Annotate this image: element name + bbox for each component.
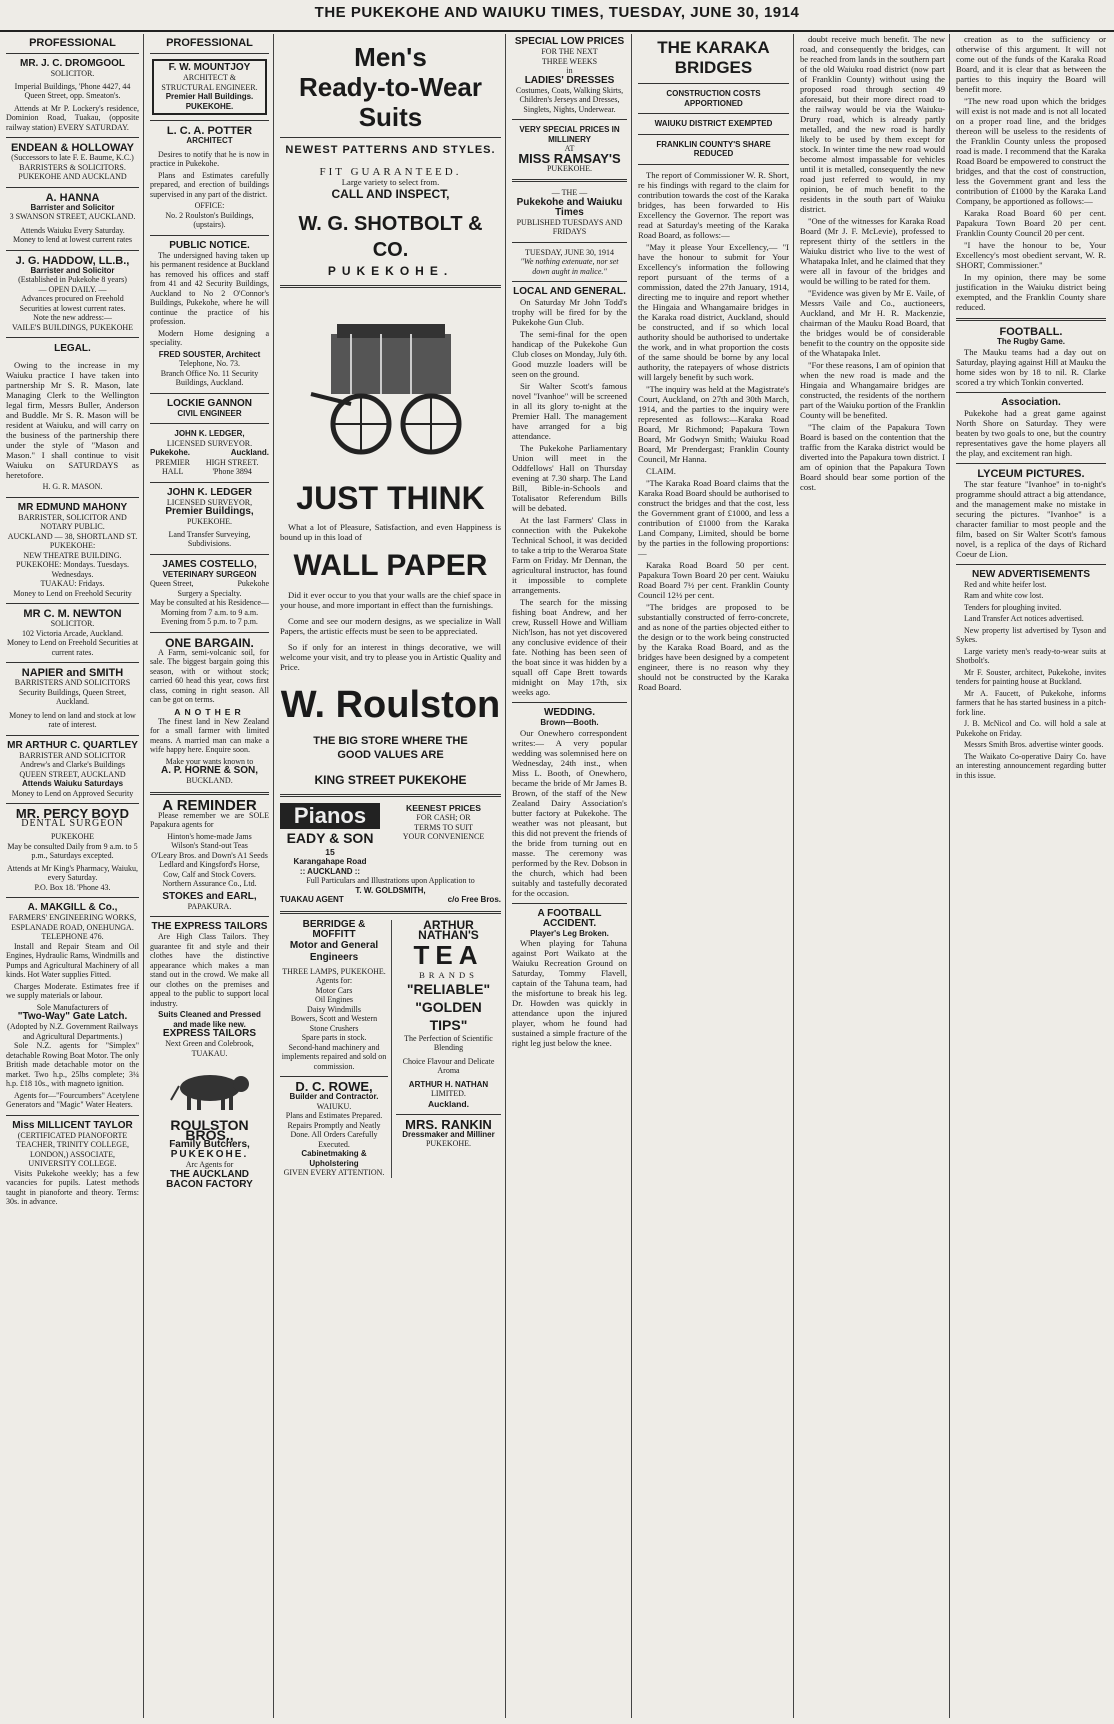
- wedding-header: WEDDING.: [543, 707, 596, 718]
- list-item: Hinton's home-made Jams: [167, 831, 252, 841]
- public-notice-header: PUBLIC NOTICE.: [169, 239, 250, 251]
- list-item: Mr F. Souster, architect, Pukekohe, invites tenders for painting house at Buckland.: [956, 667, 1106, 686]
- paragraph: "The inquiry was held at the Magistrate's Court, Auckland, on 27th and 30th March, 1914, and the parties to the inquiry were represented as follows:—Karaka Road Board, Mr Richmond; Papakura Town Board, Mr Godwyn Smith; Waiuku Road Board, Mr Prendergast; Franklin County Council, Mr Hanna.: [638, 383, 789, 464]
- paragraph: "The claim of the Papakura Town Board is based on the contention that the traffic from the Karaka district would be diverted into the Papakura town district. I am of opinion that the Papakura Town Board should bear some portion of the cost.: [800, 422, 945, 492]
- column-professional-1: [2, 34, 144, 1718]
- list-item: Stone Crushers: [309, 1023, 359, 1033]
- ad-row-bottom: BERRIDGE & MOFFITT Motor and General Engineers THREE LAMPS, PUKEKOHE. Agents for: Motor Cars Oil Engines Daisy Windmills Bowers, Scott and Western Stone Crushers Spare parts in stock. Second-hand machinery and implements repaired and sold on commission. D. C. ROWE, Builder and Contractor. WAIUKU. Plans and Estimates Prepared. Repairs Promptly and Neatly Done. All Orders Carefully Executed. Cabinetmaking & Upholstering GIVEN EVERY ATTENTION. ARTHUR NATHAN'S TEA BRANDS "RELIABLE" "GOLDEN TIPS" The Perfection of Scientific Blending Choice Flavour and Delicate Aroma ARTHUR H. NATHAN LIMITED. Auckland. MRS. RANKIN Dressmaker and Milliner PUKEKOHE.: [280, 920, 501, 1178]
- ad-shotbolt-suits: Men's Ready-to-Wear Suits NEWEST PATTERNS AND STYLES. FIT GUARANTEED. Large variety to select from. CALL AND INSPECT, W. G. SHOTBOLT & CO. PUKEKOHE.: [280, 42, 501, 279]
- ad-ledger-2: JOHN K. LEDGER LICENSED SURVEYOR, Premier Buildings, PUKEKOHE. Land Transfer Surveying, Subdivisions.: [165, 486, 254, 548]
- list-item: Red and white heifer lost.: [964, 579, 1047, 589]
- legal-signature: H. G. R. MASON.: [42, 482, 103, 491]
- paragraph: "For these reasons, I am of opinion that when the new road is made and the Hingaia and Whangamaire bridges are constructed, the residents of the northern part of the Waiuku portion of the Franklin County will be benefited.: [800, 360, 945, 420]
- paragraph: In my opinion, there may be some justification in the Waiuku district being exempted, and the Franklin County share reduced.: [956, 272, 1106, 312]
- column-advertising: Men's Ready-to-Wear Suits NEWEST PATTERNS AND STYLES. FIT GUARANTEED. Large variety to select from. CALL AND INSPECT, W. G. SHOTBOLT & CO. PUKEKOHE. JUST THINK What a lot of Pleasure, Satisfaction, and even Happiness is bound up in this load of WALL PAPER Did it ever occur to you that your walls are the chief space in your house, and more important in effect than the furnishings. Come and see our modern designs, as we specialize in Wall Papers, the artistic effects must be seen to be appreciated. So if only for an interest in things decorative, we will welcome your visit, and try to please you in Artistic Quality and Price. W. Roulston THE BIG STORE WHERE THE GOOD VALUES ARE KING STREET PUKEKOHE Pianos EADY & SON 15 Karangahape Road :: AUCKLAND :: KEENEST PRICES FOR CASH; OR TERMS TO SUIT YOUR CONVENIENCE Full Particulars and Illustrations upon Application to T. W. GOLDSMITH, TUAKAU AGENT c/o Free Bros. BERRIDGE & MOFFITT Motor and General Engineers THREE LAMPS, PUKEKOHE. Agents for: Motor Cars Oil Engines Daisy Windmills Bowers, Scott and Western Stone Crushers Spare parts in stock. Second-hand machinery and implements repaired and sold on commission. D. C. ROWE, Builder and Contractor. WAIUKU. Plans and Estimates Prepared. Repairs Promptly and Neatly Done. All Orders Carefully Executed. Cabinetmaking & Upholstering GIVEN EVERY ATTENTION. ARTHUR NATHAN'S TEA BRANDS "RELIABLE" "GOLDEN TIPS" The Perfection of Scientific Blending Choice Flavour and Delicate Aroma ARTHUR H. NATHAN LIMITED. Auckland. MRS. RANKIN Dressmaker and Milliner PUKEKOHE.: [276, 34, 506, 1718]
- list-item: Bowers, Scott and Western: [290, 1014, 378, 1023]
- paragraph: creation as to the sufficiency or otherwise of this argument. It will not come out of the funds of the Karaka Road Board, and it is clear that as between the parties to this inquiry the Board will benefit more.: [956, 34, 1106, 94]
- ad-taylor: Miss MILLICENT TAYLOR (CERTIFICATED PIANOFORTE TEACHER, TRINITY COLLEGE, LONDON,) ASSOCIATE, UNIVERSITY COLLEGE. Visits Pukekohe weekly; has a few vacancies for pupils. Latest methods taught in pianoforte and theory. Terms: 30s. in advance.: [6, 1119, 139, 1206]
- football-accident-text: When playing for Tahuna against Port Waikato at the Waiuku Recreation Ground on Saturday, Tommy Flavell, captain of the Tahuna team, had the misfortune to break his leg. Dr. Howden was quickly in attendance upon the injured player, whom he found had sustained a simple fracture of the right leg just below the knee.: [512, 938, 627, 1048]
- list-item: Daisy Windmills: [307, 1004, 361, 1014]
- bull-engraving-icon: [165, 1064, 255, 1114]
- column-professional-2: PROFESSIONAL F. W. MOUNTJOY ARCHITECT & STRUCTURAL ENGINEER. Premier Hall Buildings. PUKEKOHE. L. C. A. POTTER ARCHITECT Desires to notify that he is now in practice in Pukekohe. Plans and Estimates carefully prepared, and erection of buildings supervised in any part of the district. OFFICE: No. 2 Roulston's Buildings, (upstairs). PUBLIC NOTICE. The undersigned having taken up his permanent residence at Buckland has removed his offices and staff from 41 and 42 Security Buildings, Auckland to No 2 O'Connor's Buildings, Pukekohe, where he will continue the practice of his profession. Modern Home designing a speciality. FRED SOUSTER, Architect Telephone, No. 73. Branch Office No. 11 Security Buildings, Auckland. LOCKIE GANNON CIVIL ENGINEER JOHN K. LEDGER, LICENSED SURVEYOR. Pukekohe. Auckland. PREMIER HALL HIGH STREET. 'Phone 3894 JOHN K. LEDGER LICENSED SURVEYOR, Premier Buildings, PUKEKOHE. Land Transfer Surveying, Subdivisions. JAMES COSTELLO, VETERINARY SURGEON Queen Street, Pukekohe Surgery a Specialty. May be consulted at his Residence— Morning from 7 a.m. to 9 a.m. Evening from 5 p.m. to 7 p.m. ONE BARGAIN. A Farm, semi-volcanic soil, for sale. The biggest bargain going this season, with or without stock; carried 60 head this year, cows first class, coming in right season. All can be got on terms. ANOTHER The finest land in New Zealand for a small farmer with limited means. A married man can make a wife happy here. Enquire soon. Make your wants known to A. P. HORNE & SON, BUCKLAND. A REMINDER Please remember we are SOLE Papakura agents for Hinton's home-made Jams Wilson's Stand-out Teas O'Leary Bros. and Down's A1 Seeds Ledlard and Kingsford's Horse, Cow, Calf and Stock Covers. Northern Assurance Co., Ltd. STOKES and EARL, PAPAKURA. THE EXPRESS TAILORS Are High Class Tailors. They guarantee fit and style and their clothes have the distinctive appearance which makes a man stand out in the crowd. We make all our clothes on the premises and appeal to the public to support local industry. Suits Cleaned and Pressed and made like new. EXPRESS TAILORS Next Green and Colebrook, TUAKAU. ROULSTON BROS., Family Butchers, PUKEKOHE. Arc Agents for THE AUCKLAND BACON FACTORY: [146, 34, 274, 1718]
- list-item: Motor Cars: [315, 985, 353, 995]
- tailors-header: THE EXPRESS TAILORS: [151, 921, 268, 932]
- paragraph: On Saturday Mr John Todd's trophy will be fired for by the Pukekohe Gun Club.: [512, 297, 627, 327]
- ad-makgill: A. MAKGILL & Co., FARMERS' ENGINEERING WORKS, ESPLANADE ROAD, ONEHUNGA. TELEPHONE 476. Install and Repair Steam and Oil Engines, Hydraulic Rams, Windmills and Pumps and Agricultural Machinery of all kinds. Hot Water supplies Fitted. Charges Moderate. Estimates free if we supply materials or labour. Sole Manufacturers of "Two-Way" Gate Latch. (Adopted by N.Z. Government Railways and Agricultural Departments.) Sole N.Z. agents for "Simplex" detachable Rowing Boat Motor. The only British made detachable motor on the market. Two h.p., 25lbs complete; 3¼ h.p. £18 10s., with magneto ignition. Agents for—"Fourcumbers" Acetylene Generators and "Magic" Water Heaters.: [6, 902, 139, 1109]
- reminder-header: A REMINDER: [162, 796, 257, 814]
- local-general-header: LOCAL AND GENERAL.: [513, 286, 626, 297]
- bargain-header: ONE BARGAIN.: [165, 635, 254, 650]
- list-item: Messrs Smith Bros. advertise winter goods.: [964, 740, 1104, 749]
- karaka-report-text: [638, 170, 789, 692]
- legal-text: Owing to the increase in my Waiuku practice I have taken into partnership Mr S. R. Mason, late Managing Clerk to the Wellington legal firm, Messrs Buller, Anderson and Buddle. Mr S. R. Mason will be resident at Waiuku, and will carry on the business of the partnership there under the style of "Mason and Mason." I shall continue to visit Waiuku on SATURDAYS as heretofore.: [6, 360, 139, 480]
- paragraph: The Pukekohe Parliamentary Union will meet in the Oddfellows' Hall on Thursday evening at 7.30 sharp. The Land Bill, Bible-in-Schools and Totalisator Referendum Bills will be debated.: [512, 443, 627, 513]
- list-item: Wilson's Stand-out Teas: [171, 841, 248, 850]
- berridge-agency-list: [280, 986, 388, 1034]
- paragraph: Sir Walter Scott's famous novel "Ivanhoe" will be screened in all its glory to-night at the Premier Hall. The management have arranged for a big attendance.: [512, 381, 627, 441]
- column-karaka-continued: [796, 34, 950, 1718]
- column-local-news: SPECIAL LOW PRICES FOR THE NEXT THREE WEEKS in LADIES' DRESSES Costumes, Coats, Walking Skirts, Children's Jerseys and Dresses, Singlets, Nights, Underwear. VERY SPECIAL PRICES IN MILLINERY AT MISS RAMSAY'S PUKEKOHE. — THE — Pukekohe and Waiuku Times PUBLISHED TUESDAYS AND FRIDAYS TUESDAY, JUNE 30, 1914 "We nothing extenuate, nor set down aught in malice." LOCAL AND GENERAL. On Saturday Mr John Todd's trophy will be fired for by the Pukekohe Gun Club. The semi-final for the open handicap of the Pukekohe Gun Club closes on Monday, July 6th. Good muzzle loaders will be seen on the ground. Sir Walter Scott's famous novel "Ivanhoe" will be screened in all its glory to-night at the Premier Hall. The management have arranged for a big attendance. The Pukekohe Parliamentary Union will meet in the Oddfellows' Hall on Thursday evening at 7.30 sharp. The Land Bill, Bible-in-Schools and Totalisator Referendum Bills will be debated. At the last Farmers' Class in connection with the Pukekohe Technical School, it was decided to take a trip to the Weraroa State Farm on Friday. Mr Dennan, the agricultural instructor, has found it impossible to complete arrangements. The search for the missing fishing boat Andrew, and her crew, Russell Howe and William Nich'lson, has not yet discovered any conclusive evidence of their fate. Nothing has been seen of the boat since it was hidden by a squall off Cape Brett towards midnight on May 17th, six weeks ago. WEDDING. Brown—Booth. Our Onewhero correspondent writes:— A very popular wedding was solemnised here on Wednesday, 24th inst., when Miss L. Booth, of Onewhero, became the bride of Mr James B. Brown, of the staff of the New Zealand Dairy Association's butter factory at Pukekohe. The weather was not pleasant, but this did not prevent the friends of the bride from turning out en masse. The ceremony was performed by the Rev. Dobson in the church, which had been suitably and tastefully decorated for the occasion. A FOOTBALL ACCIDENT. Player's Leg Broken. When playing for Tahuna against Port Waikato at the Waiuku Recreation Ground on Saturday, Tommy Flavell, captain of the Tahuna team, had the misfortune to break his leg. Dr. Howden was quickly in attendance upon the injured player, whom he found had sustained a simple fracture of the right leg just below the knee.: [508, 34, 632, 1718]
- football-header: FOOTBALL.: [999, 326, 1063, 338]
- ad-dromgool: MR. J. C. DROMGOOL SOLICITOR. Imperial Buildings, 'Phone 4427, 44 Queen Street, opp. Smeaton's. Attends at Mr P. Lockery's residence, Dominion Road, Tuakau, (opposite railway station) EVERY SATURDAY.: [6, 58, 139, 132]
- ad-mountjoy: F. W. MOUNTJOY ARCHITECT & STRUCTURAL ENGINEER. Premier Hall Buildings. PUKEKOHE.: [152, 59, 267, 115]
- list-item: Northern Assurance Co., Ltd.: [162, 879, 257, 888]
- list-item: Oil Engines: [315, 995, 353, 1004]
- ad-eady-pianos: Pianos EADY & SON 15 Karangahape Road :: AUCKLAND :: KEENEST PRICES FOR CASH; OR TERMS TO SUIT YOUR CONVENIENCE: [280, 803, 501, 876]
- ad-costello: JAMES COSTELLO, VETERINARY SURGEON Queen Street, Pukekohe Surgery a Specialty. May be consulted at his Residence— Morning from 7 a.m. to 9 a.m. Evening from 5 p.m. to 7 p.m.: [150, 558, 269, 626]
- ad-napier: NAPIER and SMITH BARRISTERS AND SOLICITORS Security Buildings, Queen Street, Auckland. Money to lend on land and stock at low rate of interest.: [9, 667, 136, 729]
- list-item: New property list advertised by Tyson and Sykes.: [956, 625, 1106, 644]
- paragraph: "The new road upon which the bridges will exist is not made and is not all located on a proper road line, and the bridges thereon will be useless to the residents of the Franklin County unless the proposed road is made. I recommend that the Karaka Road Board be empowered to construct the bridges, and that the cost of construction, less the Government grant and less the contribution of £1000 by the Karaka Land Company, be apportioned as follows:—: [956, 96, 1106, 206]
- ad-endean: ENDEAN & HOLLOWAY (Successors to late F. E. Baume, K.C.) BARRISTERS & SOLICITORS. PUKEKOHE AND AUCKLAND: [10, 142, 135, 181]
- wedding-text: Our Onewhero correspondent writes:— A very popular wedding was solemnised here on Wednesday, 24th inst., when Miss L. Booth, of Onewhero, became the bride of Mr James B. Brown, of the staff of the New Zealand Dairy Association's butter factory at Pukekohe. The weather was not pleasant, but this did not prevent the friends of the bride from turning out en masse. The ceremony was performed by the Rev. Dobson in the church, which had been suitably and tastefully decorated for the occasion.: [512, 727, 627, 898]
- paragraph: "The Karaka Road Board claims that the Karaka Road Board should be authorised to construct the bridges and that the cost, less the Government grant of £1000, and less a contribution of £1000 from the Karaka Land Company, Limited, should be borne by the parties in the following proportions:—: [638, 477, 789, 558]
- paragraph: CLAIM.: [646, 465, 676, 476]
- local-general-text: [512, 297, 627, 697]
- ad-quartley: MR ARTHUR C. QUARTLEY BARRISTER AND SOLICITOR Andrew's and Clarke's Buildings QUEEN STREET, AUCKLAND Attends Waiuku Saturdays Money to Lend on Approved Security: [7, 739, 138, 798]
- football-accident-header: A FOOTBALL ACCIDENT.: [537, 907, 602, 929]
- paragraph: Karaka Road Board 50 per cent. Papakura Town Board 20 per cent. Waiuku Road Board 7½ per cent. Franklin County Council 12½ per cent.: [638, 559, 789, 600]
- karaka-report-continued: [800, 34, 945, 492]
- ad-hanna: A. HANNA Barrister and Solicitor 3 SWANSON STREET, AUCKLAND. Attends Waiuku Every Saturday. Money to lend at lowest current rates: [9, 191, 136, 244]
- ad-potter: L. C. A. POTTER ARCHITECT Desires to notify that he is now in practice in Pukekohe. Plans and Estimates carefully prepared, and erection of buildings supervised in any part of the district. OFFICE: No. 2 Roulston's Buildings, (upstairs).: [150, 125, 269, 229]
- paragraph: "Evidence was given by Mr E. Vaile, of Messrs Vaile and Co., auctioneers, Auckland, and Mr H. R. Mackenzie, chairman of the Mauku Road Board, that the bridges would be of considerable benefit to the country on the opposite side of the Whatapaka Inlet.: [800, 288, 945, 358]
- ad-ramsay: SPECIAL LOW PRICES FOR THE NEXT THREE WEEKS in LADIES' DRESSES Costumes, Coats, Walking Skirts, Children's Jerseys and Dresses, Singlets, Nights, Underwear. VERY SPECIAL PRICES IN MILLINERY AT MISS RAMSAY'S PUKEKOHE.: [512, 37, 627, 173]
- paragraph: The report of Commissioner W. R. Short, re his findings with regard to the claim for contribution towards the cost of the Karaka bridges, has been forwarded to His Excellency the Governor. The report was read at Saturday's meeting of the Karaka Road Board, as follows:—: [638, 169, 789, 240]
- newspaper-nameplate: — THE — Pukekohe and Waiuku Times PUBLISHED TUESDAYS AND FRIDAYS TUESDAY, JUNE 30, 1914 "We nothing extenuate, nor set down aught in malice.": [512, 188, 627, 276]
- paragraph: "I have the honour to be, Your Excellency's most obedient servant, W. R. SHORT, Commissioner.": [956, 240, 1106, 270]
- list-item: Ledlard and Kingsford's Horse, Cow, Calf and Stock Covers.: [159, 860, 260, 879]
- ad-boyd: MR. PERCY BOYD DENTAL SURGEON PUKEKOHE May be consulted Daily from 9 a.m. to 5 p.m., Saturdays excepted. Attends at Mr King's Pharmacy, Waiuku, every Saturday. P.O. Box 18. 'Phone 43.: [7, 806, 138, 892]
- list-item: J. B. McNicol and Co. will hold a sale at Pukekohe on Friday.: [956, 719, 1106, 738]
- paragraph: The semi-final for the open handicap of the Pukekohe Gun Club closes on Monday, July 6th. Good muzzle loaders will be seen on the ground.: [512, 329, 627, 379]
- karaka-report-conclusion: [956, 34, 1106, 312]
- masthead: THE PUKEKOHE AND WAIUKU TIMES, TUESDAY, JUNE 30, 1914: [0, 4, 1114, 32]
- section-header: PROFESSIONAL: [166, 37, 253, 49]
- ad-roulston-bros: ROULSTON BROS., Family Butchers, PUKEKOHE. Arc Agents for THE AUCKLAND BACON FACTORY: [166, 1117, 253, 1190]
- ad-ledger-1: JOHN K. LEDGER, LICENSED SURVEYOR. Pukekohe. Auckland. PREMIER HALL HIGH STREET. 'Phone 3894: [150, 429, 269, 476]
- section-header: PROFESSIONAL: [29, 37, 116, 49]
- paragraph: "One of the witnesses for Karaka Road Board (Mr J. F. McLevie), professed to represent thirty of the settlers in the Waiuku district who live to the west of Whatapaka Inlet, and he claimed that they were all in favour of the bridges and would be willing to be rated for them.: [800, 216, 945, 286]
- association-header: Association.: [1001, 396, 1061, 408]
- list-item: Ram and white cow lost.: [964, 591, 1044, 600]
- legal-header: LEGAL.: [54, 343, 91, 354]
- paragraph: "May it please Your Excellency,— "I have the honour to submit for Your Excellency's information the following report pursuant of the terms of a commission, dated the 27th January, 1914, directing me to inquire and report whether the Hingaia and Whangamaire bridges in the Karaka road district, Auckland, should be constructed, and if so which local authority should be authorised to undertake the work, and in what proportion the costs of the same should be borne by any local authority, the ratepayers of whose districts will largely benefit by such work.: [638, 241, 789, 382]
- ad-mahony: MR EDMUND MAHONY BARRISTER, SOLICITOR AND NOTARY PUBLIC. AUCKLAND — 38, SHORTLAND ST. PUKEKOHE: NEW THEATRE BUILDING. PUKEKOHE: Mondays. Tuesdays. Wednesdays. TUAKAU: Fridays. Money to Lend on Freehold Security: [7, 501, 138, 598]
- list-item: The Waikato Co-operative Dairy Co. have an interesting announcement regarding butter in this issue.: [956, 751, 1106, 780]
- wallpaper-cart-engraving-icon: [291, 294, 491, 474]
- ad-roulston-wallpaper: JUST THINK What a lot of Pleasure, Satisfaction, and even Happiness is bound up in this load of WALL PAPER Did it ever occur to you that your walls are the chief space in your house, and more important in effect than the furnishings. Come and see our modern designs, as we specialize in Wall Papers, the artistic effects must be seen to be appreciated. So if only for an interest in things decorative, we will welcome your visit, and try to please you in Artistic Quality and Price. W. Roulston THE BIG STORE WHERE THE GOOD VALUES ARE KING STREET PUKEKOHE: [280, 480, 501, 787]
- paragraph: At the last Farmers' Class in connection with the Pukekohe Technical School, it was decided to take a trip to the Weraroa State Farm on Friday. Mr Dennan, the agricultural instructor, has found it impossible to complete arrangements.: [512, 515, 627, 595]
- column-karaka-bridges: THE KARAKA BRIDGES CONSTRUCTION COSTS APPORTIONED WAIUKU DISTRICT EXEMPTED FRANKLIN COUNTY'S SHARE REDUCED The report of Commissioner W. R. Short, re his findings with regard to the claim for contribution towards the cost of the Karaka bridges, has been forwarded to His Excellency the Governor. The report was read at Saturday's meeting of the Karaka Road Board, as follows:— "May it please Your Excellency,— "I have the honour to submit for Your Excellency's information the following report pursuant of the terms of a commission, dated the 27th January, 1914, directing me to inquire and report whether the Hingaia and Whangamaire bridges in the Karaka road district, Auckland, should be constructed, and if so which local authority should be authorised to undertake the work, and in what proportion the costs of the same should be borne by any local authority, the ratepayers of whose districts will largely benefit by such work. "The inquiry was held at the Magistrate's Court, Auckland, on 27th and 30th March, 1914, and the parties to the inquiry were represented as follows:—Karaka Road Board, Mr Richmond; Papakura Town Board, Mr Godwyn Smith; Waiuku Road Board, Mr Prendergast; Franklin County Council, Mr Hanna. CLAIM. "The Karaka Road Board claims that the Karaka Road Board should be authorised to construct the bridges and that the cost, less the Government grant of £1000, and less a contribution of £1000 from the Karaka Land Company, Limited, should be borne by the parties in the following proportions:— Karaka Road Board 50 per cent. Papakura Town Board 20 per cent. Waiuku Road Board 7½ per cent. Franklin County Council 12½ per cent. "The bridges are proposed to be substantially constructed of ferro-concrete, and as none of the parties objected either to the design or to the work being constructed by the Karaka Road Board, and as the bridges have been designed by a competent engineer, there is no reason why they should not be constructed by the Karaka Road Board.: [634, 34, 794, 1718]
- paragraph: Karaka Road Board 60 per cent. Papakura Town Board 20 per cent. Franklin County Council 20 per cent.: [956, 208, 1106, 238]
- column-sports-ads: creation as to the sufficiency or otherwise of this argument. It will not come out of the funds of the Karaka Road Board, and it is clear that as between the parties to this inquiry the Board will benefit more. "The new road upon which the bridges will exist is not made and is not all located on a proper road line, and the bridges thereon will be useless to the residents of the Franklin County unless the proposed road is made. I recommend that the Karaka Road Board be empowered to construct the bridges, and that the cost of construction, less the Government grant and less the contribution of £1000 by the Karaka Land Company, be apportioned as follows:— Karaka Road Board 60 per cent. Papakura Town Board 20 per cent. Franklin County Council 20 per cent. "I have the honour to be, Your Excellency's most obedient servant, W. R. SHORT, Commissioner." In my opinion, there may be some justification in the Waiuku district being exempted, and the Franklin County share reduced. FOOTBALL. The Rugby Game. The Mauku teams had a day out on Saturday, playing against Hill at Mauku the home sides won by 18 to nil. R. Clarke scored a try which Tonkin converted. Association. Pukekohe had a great game against North Shore on Saturday. They were beaten by two goals to one, but the country representatives gave the home players all the play, and excitement ran high. LYCEUM PICTURES. The star feature "Ivanhoe" in to-night's programme should attract a big attendance, and the management make no mistake in securing the pictures. "Ivanhoe" is a character familiar to most people and the film, based on Sir Walter Scott's famous novel, is a replica of the days of Richard Coeur de Lion. NEW ADVERTISEMENTS Red and white heifer lost. Ram and white cow lost. Tenders for ploughing invited. Land Transfer Act notices advertised. New property list advertised by Tyson and Sykes. Large variety men's ready-to-wear suits at Shotbolt's. Mr F. Souster, architect, Pukekohe, invites tenders for painting house at Buckland. Mr A. Faucett, of Pukekohe, informs farmers that he has started business in a pitch-fork line. J. B. McNicol and Co. will hold a sale at Pukekohe on Friday. Messrs Smith Bros. advertise winter goods. The Waikato Co-operative Dairy Co. have an interesting announcement regarding butter in this issue.: [956, 34, 1106, 780]
- ad-gannon: LOCKIE GANNON CIVIL ENGINEER: [167, 397, 252, 418]
- ad-newton: MR C. M. NEWTON SOLICITOR. 102 Victoria Arcade, Auckland. Money to Lend on Freehold Securities at current rates.: [6, 608, 139, 657]
- karaka-title: THE KARAKA BRIDGES: [657, 38, 770, 77]
- list-item: O'Leary Bros. and Down's A1 Seeds: [151, 850, 268, 860]
- reminder-list: [150, 832, 269, 889]
- ad-haddow: J. G. HADDOW, LL.B., Barrister and Solicitor (Established in Pukekohe 8 years) — OPEN DAILY. — Advances procured on Freehold Securities at lowest current rates. Note the new address:— VAILE'S BUILDINGS, PUKEKOHE: [11, 254, 134, 332]
- list-item: Tenders for ploughing invited.: [964, 602, 1062, 612]
- list-item: Large variety men's ready-to-wear suits at Shotbolt's.: [956, 646, 1106, 665]
- lyceum-header: LYCEUM PICTURES.: [977, 467, 1085, 480]
- new-ads-header: NEW ADVERTISEMENTS: [972, 568, 1090, 580]
- list-item: Mr A. Faucett, of Pukekohe, informs farmers that he has started business in a pitch-fork line.: [956, 688, 1106, 717]
- paragraph: "The bridges are proposed to be substantially constructed of ferro-concrete, and as none of the parties objected either to the design or to the work being constructed by the Karaka Road Board, and as the bridges have been designed by a competent engineer, there is no reason why they should not be constructed by the Karaka Road Board.: [638, 601, 789, 692]
- paragraph: doubt receive much benefit. The new road, and consequently the bridges, can be reached from lands in the southern part of the old Waiuku road district (now part of Franklin County) without using the proposed road through section 49 aforesaid, but their more direct road to the railway would be via the Waiuku-Drury road, which is already partly metalled, and the new road is hardly likely to be used by them except for stock. In winter time the new road would become almost impassable for vehicles until it is metalled, consequently the new road just referred to would, in my opinion, be of much benefit to the residents in the south part of Waiuku district.: [800, 34, 945, 214]
- new-ads-list: [956, 580, 1106, 781]
- paragraph: The search for the missing fishing boat Andrew, and her crew, Russell Howe and William Nich'lson, has not yet discovered any conclusive evidence of their fate. Nothing has been seen of the boat since it was hidden by a squall off Cape Brett towards midnight on May 17th, six weeks ago.: [512, 597, 627, 697]
- list-item: Land Transfer Act notices advertised.: [964, 614, 1084, 623]
